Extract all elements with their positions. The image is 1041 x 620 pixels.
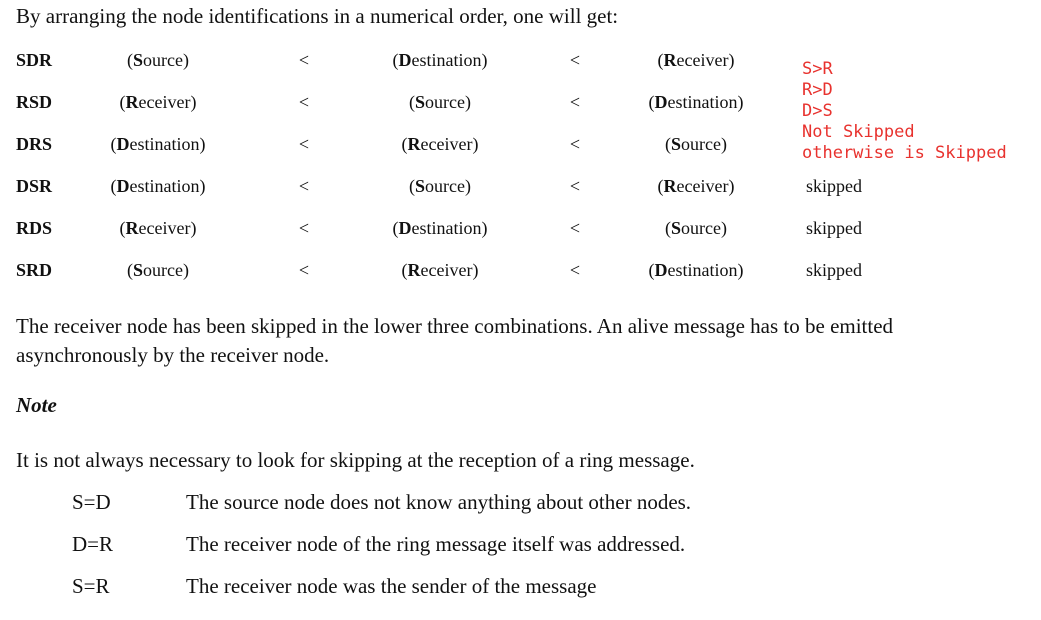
annotation-line: D>S <box>802 101 833 121</box>
second-node: (Source) <box>409 92 471 112</box>
annotation-line: Not Skipped <box>802 122 915 142</box>
less-than: < <box>298 50 310 70</box>
combination-row <box>0 134 800 164</box>
skip-status: skipped <box>806 260 862 280</box>
first-node: (Source) <box>127 260 189 280</box>
note-heading: Note <box>16 393 57 417</box>
second-node: (Receiver) <box>401 260 479 280</box>
combination-row <box>0 218 862 248</box>
third-node: (Source) <box>665 134 727 154</box>
second-node: (Destination) <box>392 50 488 70</box>
annotation-line: otherwise is Skipped <box>802 143 1007 163</box>
combination-row <box>0 92 800 122</box>
less-than: < <box>298 134 310 154</box>
annotation-line: R>D <box>802 80 833 100</box>
first-node: (Destination) <box>110 134 206 154</box>
combination-code: RDS <box>16 218 53 238</box>
combination-row <box>0 176 862 206</box>
intro-text: By arranging the node identifications in a numerical order, one will get: <box>16 4 619 28</box>
explanation-paragraph: The receiver node has been skipped in the lower three combinations. An alive message has to be emitted asynchronously by the receiver node. <box>16 314 894 367</box>
first-node: (Receiver) <box>119 92 197 112</box>
less-than: < <box>298 176 310 196</box>
second-node: (Source) <box>409 176 471 196</box>
less-than: < <box>569 134 581 154</box>
less-than: < <box>569 50 581 70</box>
skip-status: skipped <box>806 218 862 238</box>
condition-text: The source node does not know anything about other nodes. <box>186 490 692 514</box>
condition-item <box>0 490 1000 520</box>
less-than: < <box>298 92 310 112</box>
first-node: (Destination) <box>110 176 206 196</box>
combination-code: DSR <box>16 176 53 196</box>
first-node: (Source) <box>127 50 189 70</box>
condition-key: S=R <box>72 574 110 598</box>
less-than: < <box>569 92 581 112</box>
first-node: (Receiver) <box>119 218 197 238</box>
second-node: (Receiver) <box>401 134 479 154</box>
condition-text: The receiver node was the sender of the message <box>186 574 597 598</box>
condition-item <box>0 532 1000 562</box>
less-than: < <box>298 260 310 280</box>
condition-text: The receiver node of the ring message itself was addressed. <box>186 532 686 556</box>
condition-key: S=D <box>72 490 111 514</box>
third-node: (Destination) <box>648 92 744 112</box>
third-node: (Receiver) <box>657 50 735 70</box>
combination-code: DRS <box>16 134 53 154</box>
condition-item <box>0 574 1000 604</box>
combination-code: SRD <box>16 260 53 280</box>
less-than: < <box>569 176 581 196</box>
condition-key: D=R <box>72 532 114 556</box>
combination-row <box>0 260 862 290</box>
less-than: < <box>569 260 581 280</box>
note-lead-text: It is not always necessary to look for skipping at the reception of a ring message. <box>16 448 695 472</box>
less-than: < <box>569 218 581 238</box>
second-node: (Destination) <box>392 218 488 238</box>
third-node: (Source) <box>665 218 727 238</box>
annotation-line: S>R <box>802 59 833 79</box>
skip-status: skipped <box>806 176 862 196</box>
third-node: (Destination) <box>648 260 744 280</box>
handwritten-annotation <box>802 59 1007 164</box>
combination-code: SDR <box>16 50 53 70</box>
combination-row <box>0 50 800 80</box>
third-node: (Receiver) <box>657 176 735 196</box>
less-than: < <box>298 218 310 238</box>
combination-code: RSD <box>16 92 53 112</box>
